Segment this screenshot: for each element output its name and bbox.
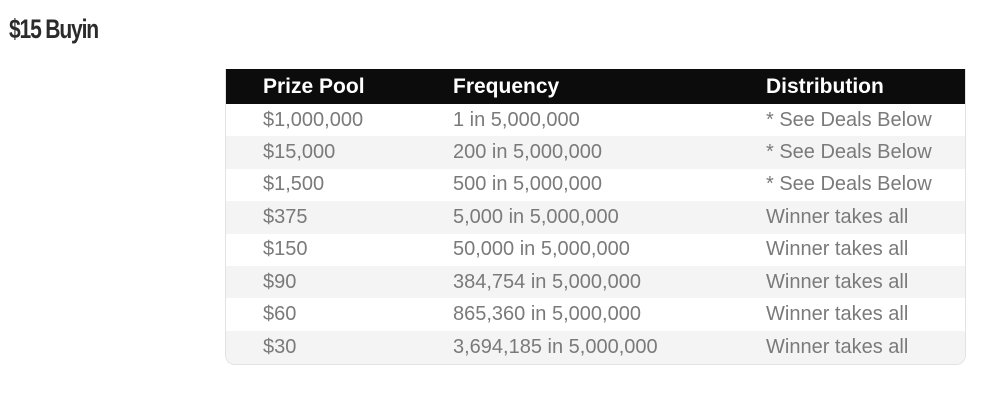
distribution-cell: Winner takes all — [766, 270, 909, 293]
distribution-cell: Winner takes all — [766, 205, 909, 228]
table-row — [226, 298, 965, 330]
frequency-cell: 1 in 5,000,000 — [453, 108, 580, 131]
table-row — [226, 331, 965, 364]
frequency-cell: 500 in 5,000,000 — [453, 173, 603, 196]
table-body — [226, 104, 965, 364]
column-header-distribution: Distribution — [766, 74, 884, 98]
frequency-cell: 3,694,185 in 5,000,000 — [453, 335, 658, 358]
table-row — [226, 201, 965, 233]
table-row — [226, 234, 965, 266]
prize-pool-cell: $15,000 — [263, 141, 336, 164]
table-row — [226, 169, 965, 201]
distribution-cell: * See Deals Below — [766, 141, 932, 164]
prize-table-container — [225, 69, 966, 365]
prize-pool-cell: $375 — [263, 205, 308, 228]
distribution-cell: * See Deals Below — [766, 173, 932, 196]
table-row — [226, 266, 965, 298]
column-header-prize-pool: Prize Pool — [263, 74, 365, 98]
column-header-frequency: Frequency — [453, 74, 560, 98]
frequency-cell: 50,000 in 5,000,000 — [453, 238, 630, 261]
prize-pool-cell: $60 — [263, 303, 297, 326]
prize-pool-cell: $1,500 — [263, 173, 325, 196]
distribution-cell: Winner takes all — [766, 335, 909, 358]
table-row — [226, 136, 965, 168]
prize-pool-cell: $150 — [263, 238, 308, 261]
page-title: $15 Buyin — [9, 14, 98, 44]
prize-pool-cell: $1,000,000 — [263, 108, 364, 131]
distribution-cell: * See Deals Below — [766, 108, 932, 131]
prize-pool-cell: $30 — [263, 335, 297, 358]
frequency-cell: 200 in 5,000,000 — [453, 141, 603, 164]
frequency-cell: 5,000 in 5,000,000 — [453, 205, 619, 228]
prize-table — [226, 69, 965, 364]
distribution-cell: Winner takes all — [766, 238, 909, 261]
prize-pool-cell: $90 — [263, 270, 297, 293]
frequency-cell: 384,754 in 5,000,000 — [453, 270, 641, 293]
table-row — [226, 104, 965, 136]
frequency-cell: 865,360 in 5,000,000 — [453, 303, 641, 326]
distribution-cell: Winner takes all — [766, 303, 909, 326]
table-header-row — [226, 69, 965, 104]
